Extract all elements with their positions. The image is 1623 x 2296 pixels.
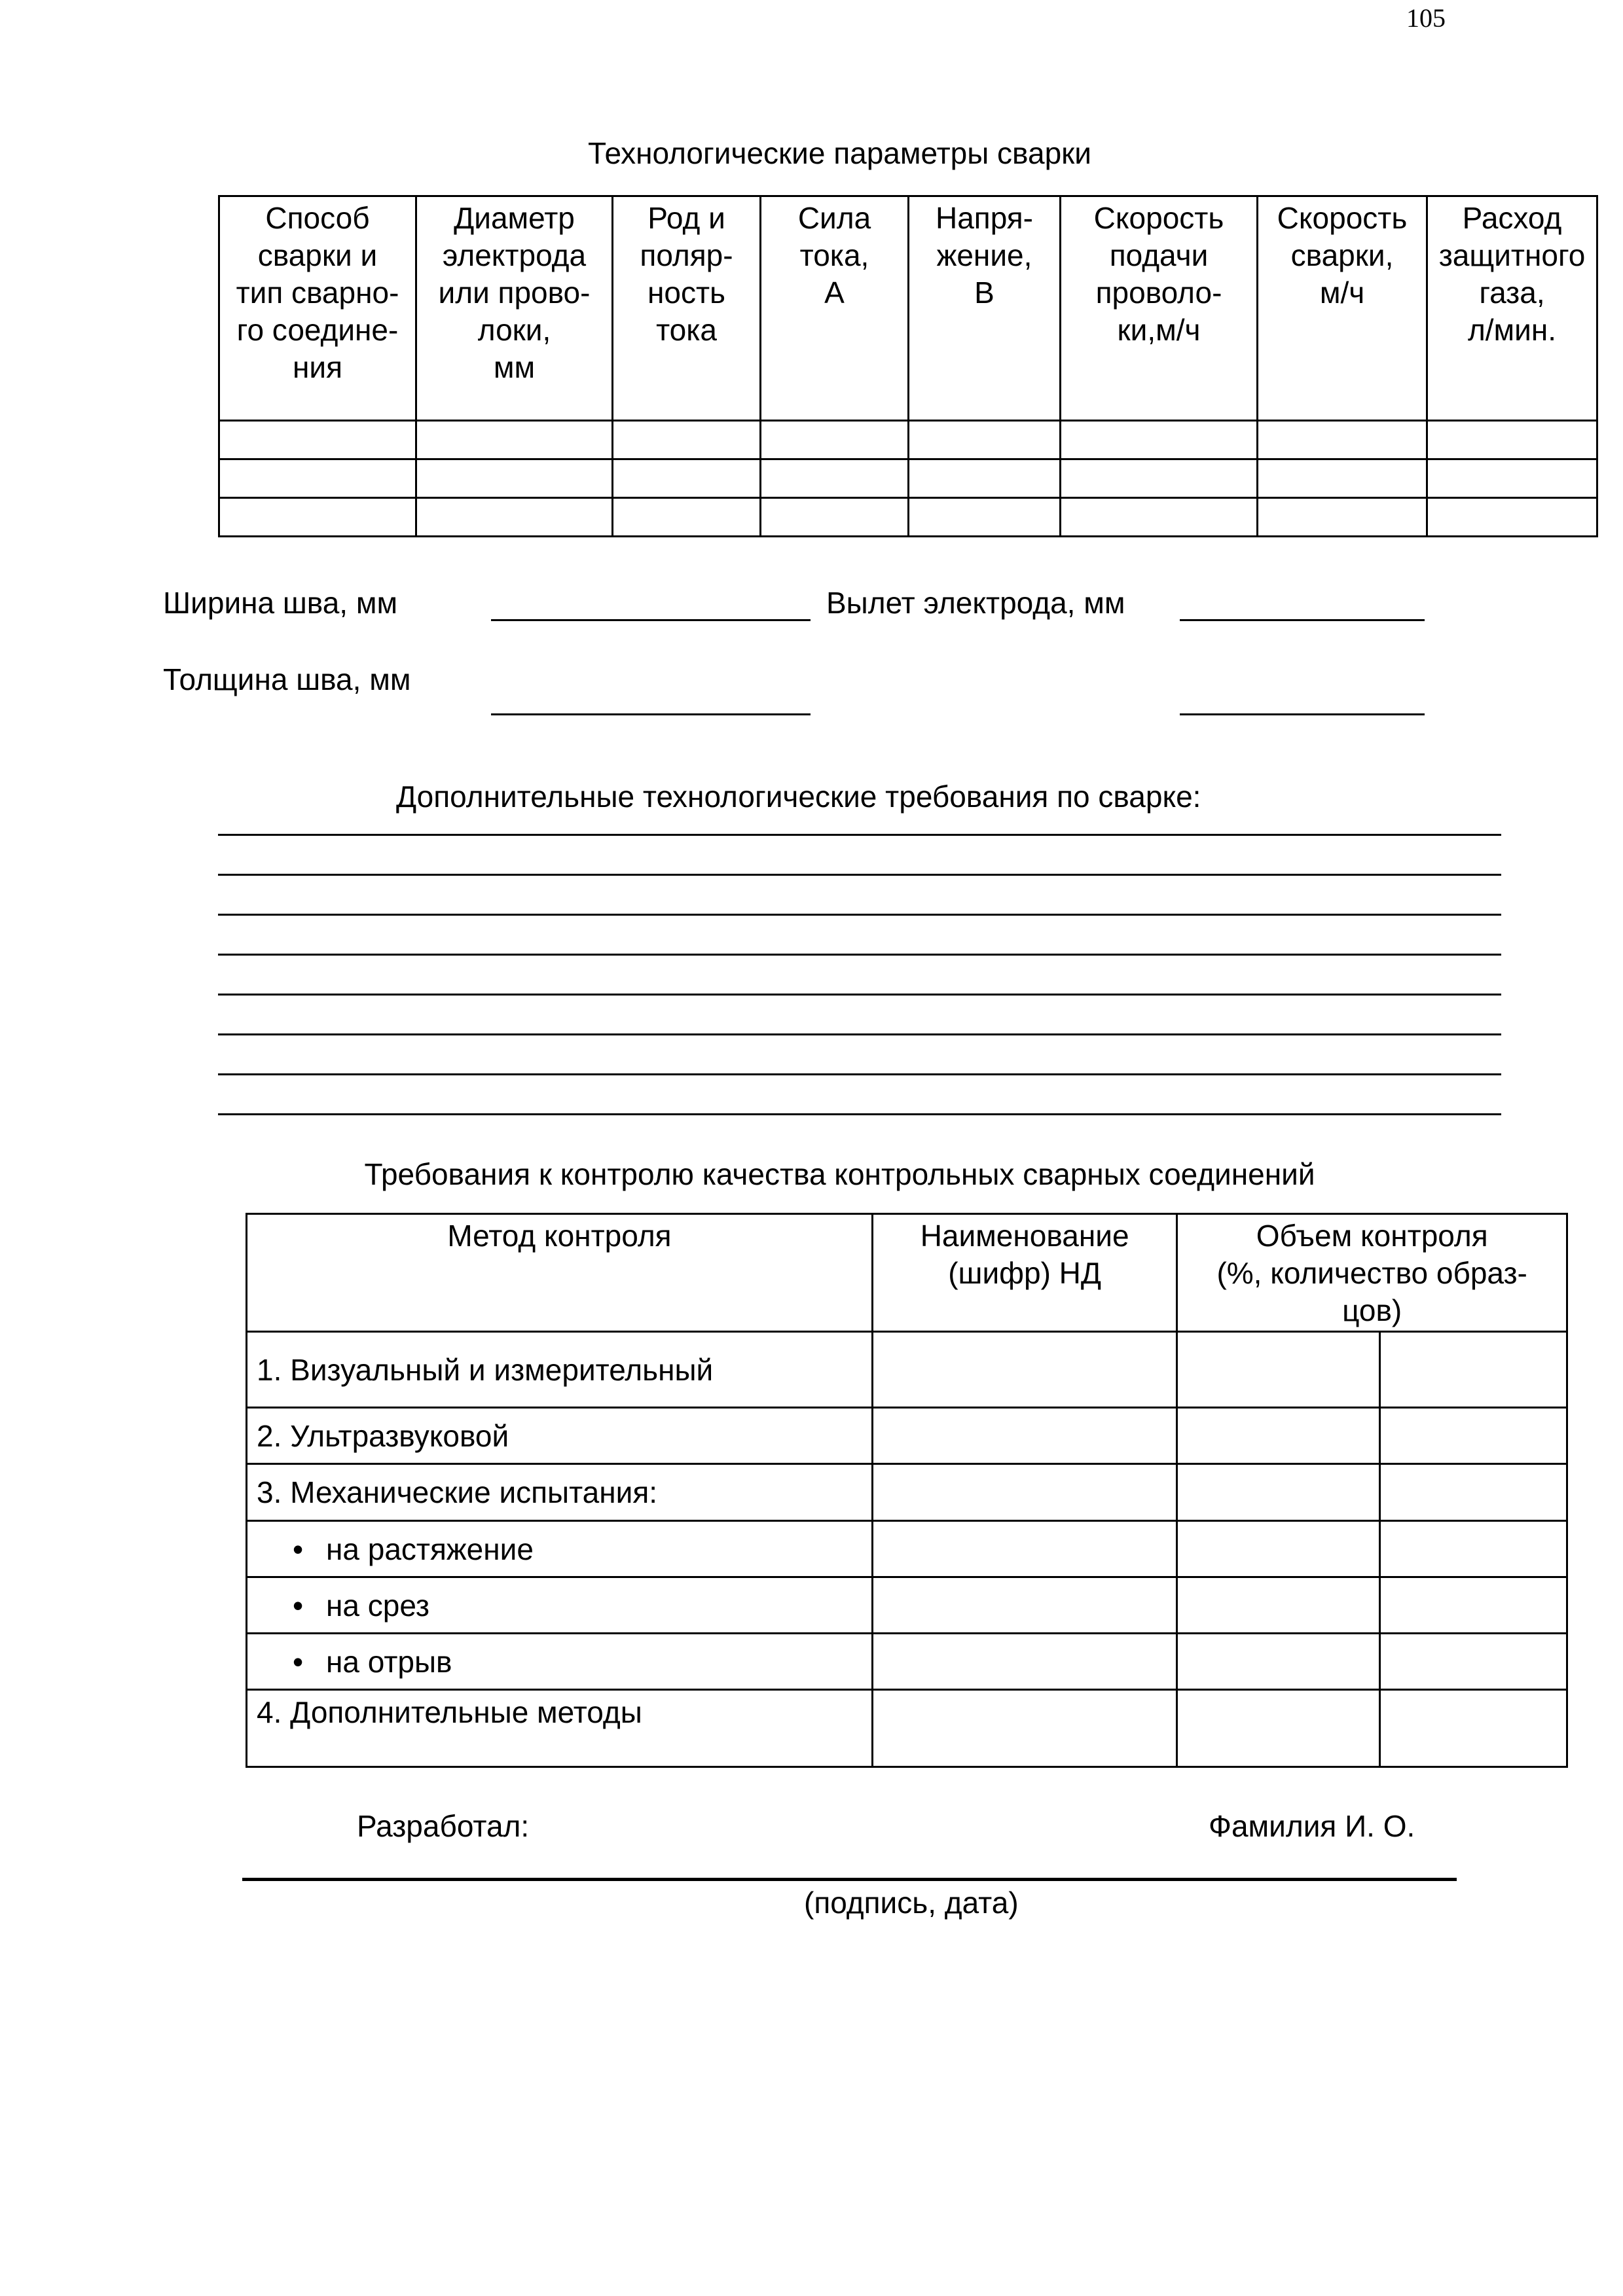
header-line: Скорость: [1277, 201, 1408, 235]
table-cell[interactable]: [1258, 459, 1427, 498]
table-cell[interactable]: [1177, 1332, 1380, 1408]
table-cell[interactable]: [761, 421, 909, 459]
params-header-row: [219, 196, 1597, 421]
header-line: сварки,: [1290, 238, 1394, 272]
ruled-line[interactable]: [218, 834, 1501, 836]
table-cell[interactable]: [1177, 1521, 1380, 1577]
table-cell[interactable]: [1380, 1408, 1567, 1464]
method-label: 4. Дополнительные методы: [257, 1695, 642, 1729]
control-header-row: [247, 1214, 1567, 1332]
table-cell[interactable]: [872, 1521, 1176, 1577]
table-cell[interactable]: [1061, 421, 1258, 459]
table-cell[interactable]: [1177, 1577, 1380, 1634]
table-cell[interactable]: [1380, 1634, 1567, 1690]
bullet-icon: •: [292, 1644, 304, 1679]
header-line: или прово-: [438, 276, 591, 310]
table-cell[interactable]: [1258, 421, 1427, 459]
table-cell[interactable]: [1380, 1464, 1567, 1521]
table-row: [247, 1521, 1567, 1577]
header-line: тока: [656, 313, 717, 347]
header-line: А: [824, 276, 845, 310]
header-line: В: [974, 276, 994, 310]
extra-field[interactable]: [1180, 713, 1425, 715]
header-line: Способ: [265, 201, 370, 235]
table-cell[interactable]: [613, 421, 761, 459]
table-cell[interactable]: [416, 498, 613, 537]
welding-params-table: [218, 195, 1598, 537]
table-cell[interactable]: [613, 459, 761, 498]
ruled-line[interactable]: [218, 1073, 1501, 1075]
method-label: на растяжение: [326, 1532, 534, 1566]
method-label: 1. Визуальный и измерительный: [257, 1352, 714, 1387]
table-cell[interactable]: [872, 1332, 1176, 1408]
params-header-cell: [1258, 196, 1427, 421]
header-line: поляр-: [640, 238, 733, 272]
method-cell: [247, 1690, 873, 1767]
params-header-cell: [416, 196, 613, 421]
header-line: электрода: [442, 238, 587, 272]
header-line: м/ч: [1319, 276, 1365, 310]
ruled-line[interactable]: [218, 914, 1501, 916]
table-row: [247, 1577, 1567, 1634]
header-line: мм: [493, 350, 536, 384]
quality-control-table: [246, 1213, 1568, 1768]
ruled-line[interactable]: [218, 874, 1501, 876]
method-cell: [247, 1464, 873, 1521]
table-row: [247, 1690, 1567, 1767]
table-cell[interactable]: [909, 459, 1061, 498]
table-row: [247, 1332, 1567, 1408]
params-header-cell: [1061, 196, 1258, 421]
header-line: тип сварно-: [236, 276, 399, 310]
signature-caption: (подпись, дата): [804, 1886, 1019, 1920]
header-line: Напря-: [935, 201, 1033, 235]
table-cell[interactable]: [1380, 1521, 1567, 1577]
table-row: [247, 1408, 1567, 1464]
nd-header-line: (шифр) НД: [948, 1256, 1102, 1290]
table-cell[interactable]: [1061, 498, 1258, 537]
header-line: жение,: [936, 238, 1032, 272]
volume-header-line: Объем контроля: [1256, 1219, 1488, 1253]
method-cell: [247, 1634, 873, 1690]
table-cell[interactable]: [1380, 1332, 1567, 1408]
volume-header: [1177, 1214, 1567, 1332]
params-header-cell: [761, 196, 909, 421]
table-cell[interactable]: [872, 1577, 1176, 1634]
signature-line[interactable]: [242, 1878, 1457, 1881]
params-header-cell: [219, 196, 416, 421]
header-line: Расход: [1462, 201, 1562, 235]
header-line: Скорость: [1093, 201, 1224, 235]
table-row: [247, 1634, 1567, 1690]
seam-thickness-field[interactable]: [491, 713, 811, 715]
header-line: локи,: [477, 313, 551, 347]
table-row: [219, 498, 1597, 537]
table-cell[interactable]: [1177, 1464, 1380, 1521]
params-title: Технологические параметры сварки: [588, 136, 1091, 170]
table-cell[interactable]: [909, 421, 1061, 459]
volume-header-line: (%, количество образ-: [1216, 1256, 1527, 1290]
params-header-cell: [1427, 196, 1597, 421]
header-line: Род и: [647, 201, 725, 235]
table-cell[interactable]: [1258, 498, 1427, 537]
header-line: сварки и: [257, 238, 378, 272]
table-row: [219, 421, 1597, 459]
ruled-line[interactable]: [218, 1113, 1501, 1115]
table-cell[interactable]: [416, 421, 613, 459]
table-cell[interactable]: [872, 1690, 1176, 1767]
table-cell[interactable]: [1061, 459, 1258, 498]
table-cell[interactable]: [872, 1634, 1176, 1690]
table-cell[interactable]: [613, 498, 761, 537]
header-line: защитного: [1438, 238, 1586, 272]
header-line: тока,: [799, 238, 869, 272]
bullet-icon: •: [292, 1532, 304, 1566]
table-cell[interactable]: [909, 498, 1061, 537]
header-line: газа,: [1479, 276, 1545, 310]
table-cell[interactable]: [1427, 498, 1597, 537]
method-label: 3. Механические испытания:: [257, 1475, 658, 1509]
electrode-stickout-label: Вылет электрода, мм: [826, 586, 1125, 620]
table-cell[interactable]: [1177, 1408, 1380, 1464]
developed-by-label: Разработал:: [357, 1809, 530, 1843]
table-row: [219, 459, 1597, 498]
table-cell[interactable]: [761, 459, 909, 498]
table-row: [247, 1464, 1567, 1521]
method-cell: [247, 1332, 873, 1408]
table-cell[interactable]: [872, 1408, 1176, 1464]
seam-width-label: Ширина шва, мм: [163, 586, 398, 620]
header-line: подачи: [1109, 238, 1209, 272]
header-line: ность: [647, 276, 726, 310]
table-cell[interactable]: [219, 421, 416, 459]
seam-thickness-label: Толщина шва, мм: [163, 662, 411, 696]
table-cell[interactable]: [1427, 421, 1597, 459]
table-cell[interactable]: [1177, 1634, 1380, 1690]
control-title: Требования к контролю качества контрольных сварных соединений: [364, 1157, 1315, 1191]
method-label: на отрыв: [326, 1644, 452, 1679]
method-label: 2. Ультразвуковой: [257, 1418, 509, 1453]
header-line: Сила: [797, 201, 871, 235]
nd-header-line: Наименование: [920, 1219, 1129, 1253]
ruled-line[interactable]: [218, 954, 1501, 956]
table-cell[interactable]: [872, 1464, 1176, 1521]
header-line: л/мин.: [1467, 313, 1557, 347]
table-cell[interactable]: [1380, 1690, 1567, 1767]
nd-header: [872, 1214, 1176, 1332]
header-line: го соедине-: [236, 313, 399, 347]
table-cell[interactable]: [761, 498, 909, 537]
method-cell: [247, 1521, 873, 1577]
header-line: ки,м/ч: [1117, 313, 1201, 347]
name-label: Фамилия И. О.: [1209, 1809, 1415, 1843]
method-label: на срез: [326, 1588, 430, 1623]
page-number: 105: [1406, 3, 1446, 33]
method-cell: [247, 1408, 873, 1464]
table-cell[interactable]: [416, 459, 613, 498]
header-line: проволо-: [1095, 276, 1222, 310]
volume-header-line: цов): [1342, 1293, 1402, 1327]
table-cell[interactable]: [1177, 1690, 1380, 1767]
ruled-line[interactable]: [218, 994, 1501, 996]
params-header-cell: [613, 196, 761, 421]
table-cell[interactable]: [219, 459, 416, 498]
additional-title: Дополнительные технологические требования по сварке:: [396, 780, 1201, 814]
table-cell[interactable]: [1380, 1577, 1567, 1634]
method-header: Метод контроля: [247, 1214, 873, 1332]
ruled-line[interactable]: [218, 1033, 1501, 1035]
header-line: Диаметр: [454, 201, 575, 235]
bullet-icon: •: [292, 1588, 304, 1623]
table-cell[interactable]: [1427, 459, 1597, 498]
method-cell: [247, 1577, 873, 1634]
header-line: ния: [292, 350, 342, 384]
seam-width-field[interactable]: [491, 619, 811, 621]
electrode-stickout-field[interactable]: [1180, 619, 1425, 621]
params-header-cell: [909, 196, 1061, 421]
table-cell[interactable]: [219, 498, 416, 537]
